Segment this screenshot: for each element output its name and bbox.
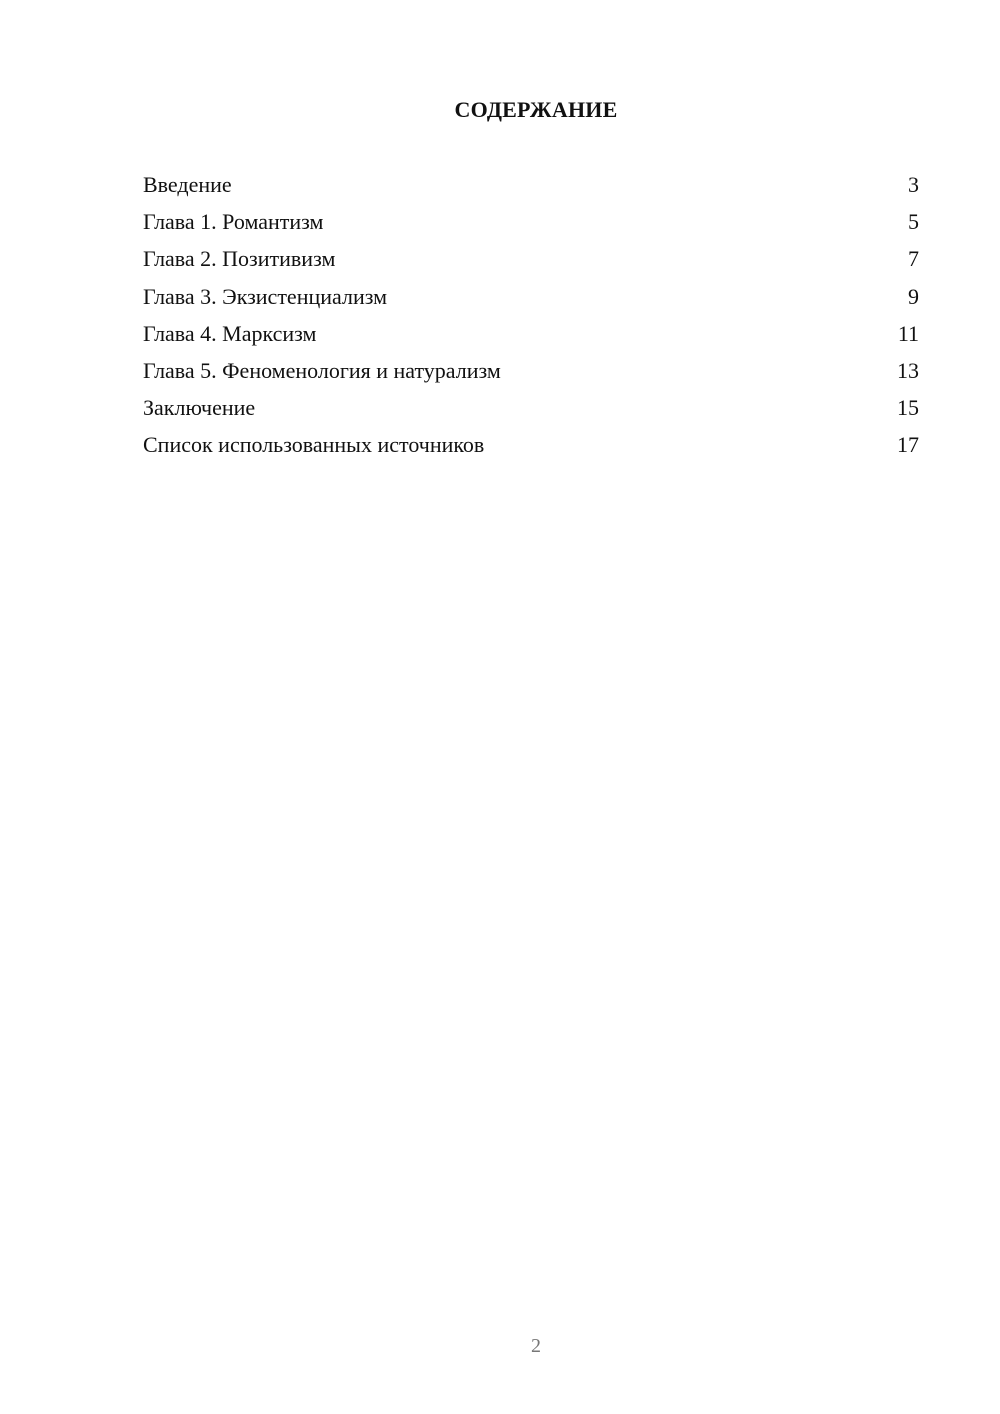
table-of-contents — [143, 170, 919, 468]
toc-entry-page: 17 — [897, 432, 919, 458]
toc-entry-page: 3 — [908, 172, 919, 197]
toc-entry-chapter-4 — [143, 319, 919, 356]
toc-entry-title: Заключение — [143, 395, 256, 421]
toc-entry-introduction — [143, 170, 919, 207]
toc-entry-title: Глава 3. Экзистенциализм — [143, 283, 388, 309]
toc-entry-title: Введение — [143, 172, 232, 197]
toc-entry-page: 15 — [897, 395, 919, 421]
page-number: 2 — [531, 1335, 541, 1357]
toc-entry-page: 5 — [908, 209, 919, 235]
toc-entry-page: 11 — [897, 320, 919, 346]
toc-entry-title: Список использованных источников — [143, 432, 485, 458]
toc-entry-page: 7 — [908, 246, 919, 272]
toc-entry-page: 9 — [908, 283, 919, 309]
toc-entry-chapter-1 — [143, 207, 919, 244]
toc-entry-chapter-3 — [143, 282, 919, 319]
toc-entry-title: Глава 2. Позитивизм — [143, 246, 336, 272]
toc-heading: СОДЕРЖАНИЕ — [454, 97, 618, 122]
toc-entry-chapter-2 — [143, 244, 919, 281]
toc-entry-title: Глава 1. Романтизм — [143, 209, 324, 235]
toc-entry-references — [143, 430, 919, 467]
toc-entry-title: Глава 5. Феноменология и натурализм — [143, 357, 501, 383]
toc-entry-conclusion — [143, 393, 919, 430]
toc-entry-title: Глава 4. Марксизм — [143, 320, 317, 346]
toc-entry-page: 13 — [897, 357, 919, 383]
toc-entry-chapter-5 — [143, 356, 919, 393]
